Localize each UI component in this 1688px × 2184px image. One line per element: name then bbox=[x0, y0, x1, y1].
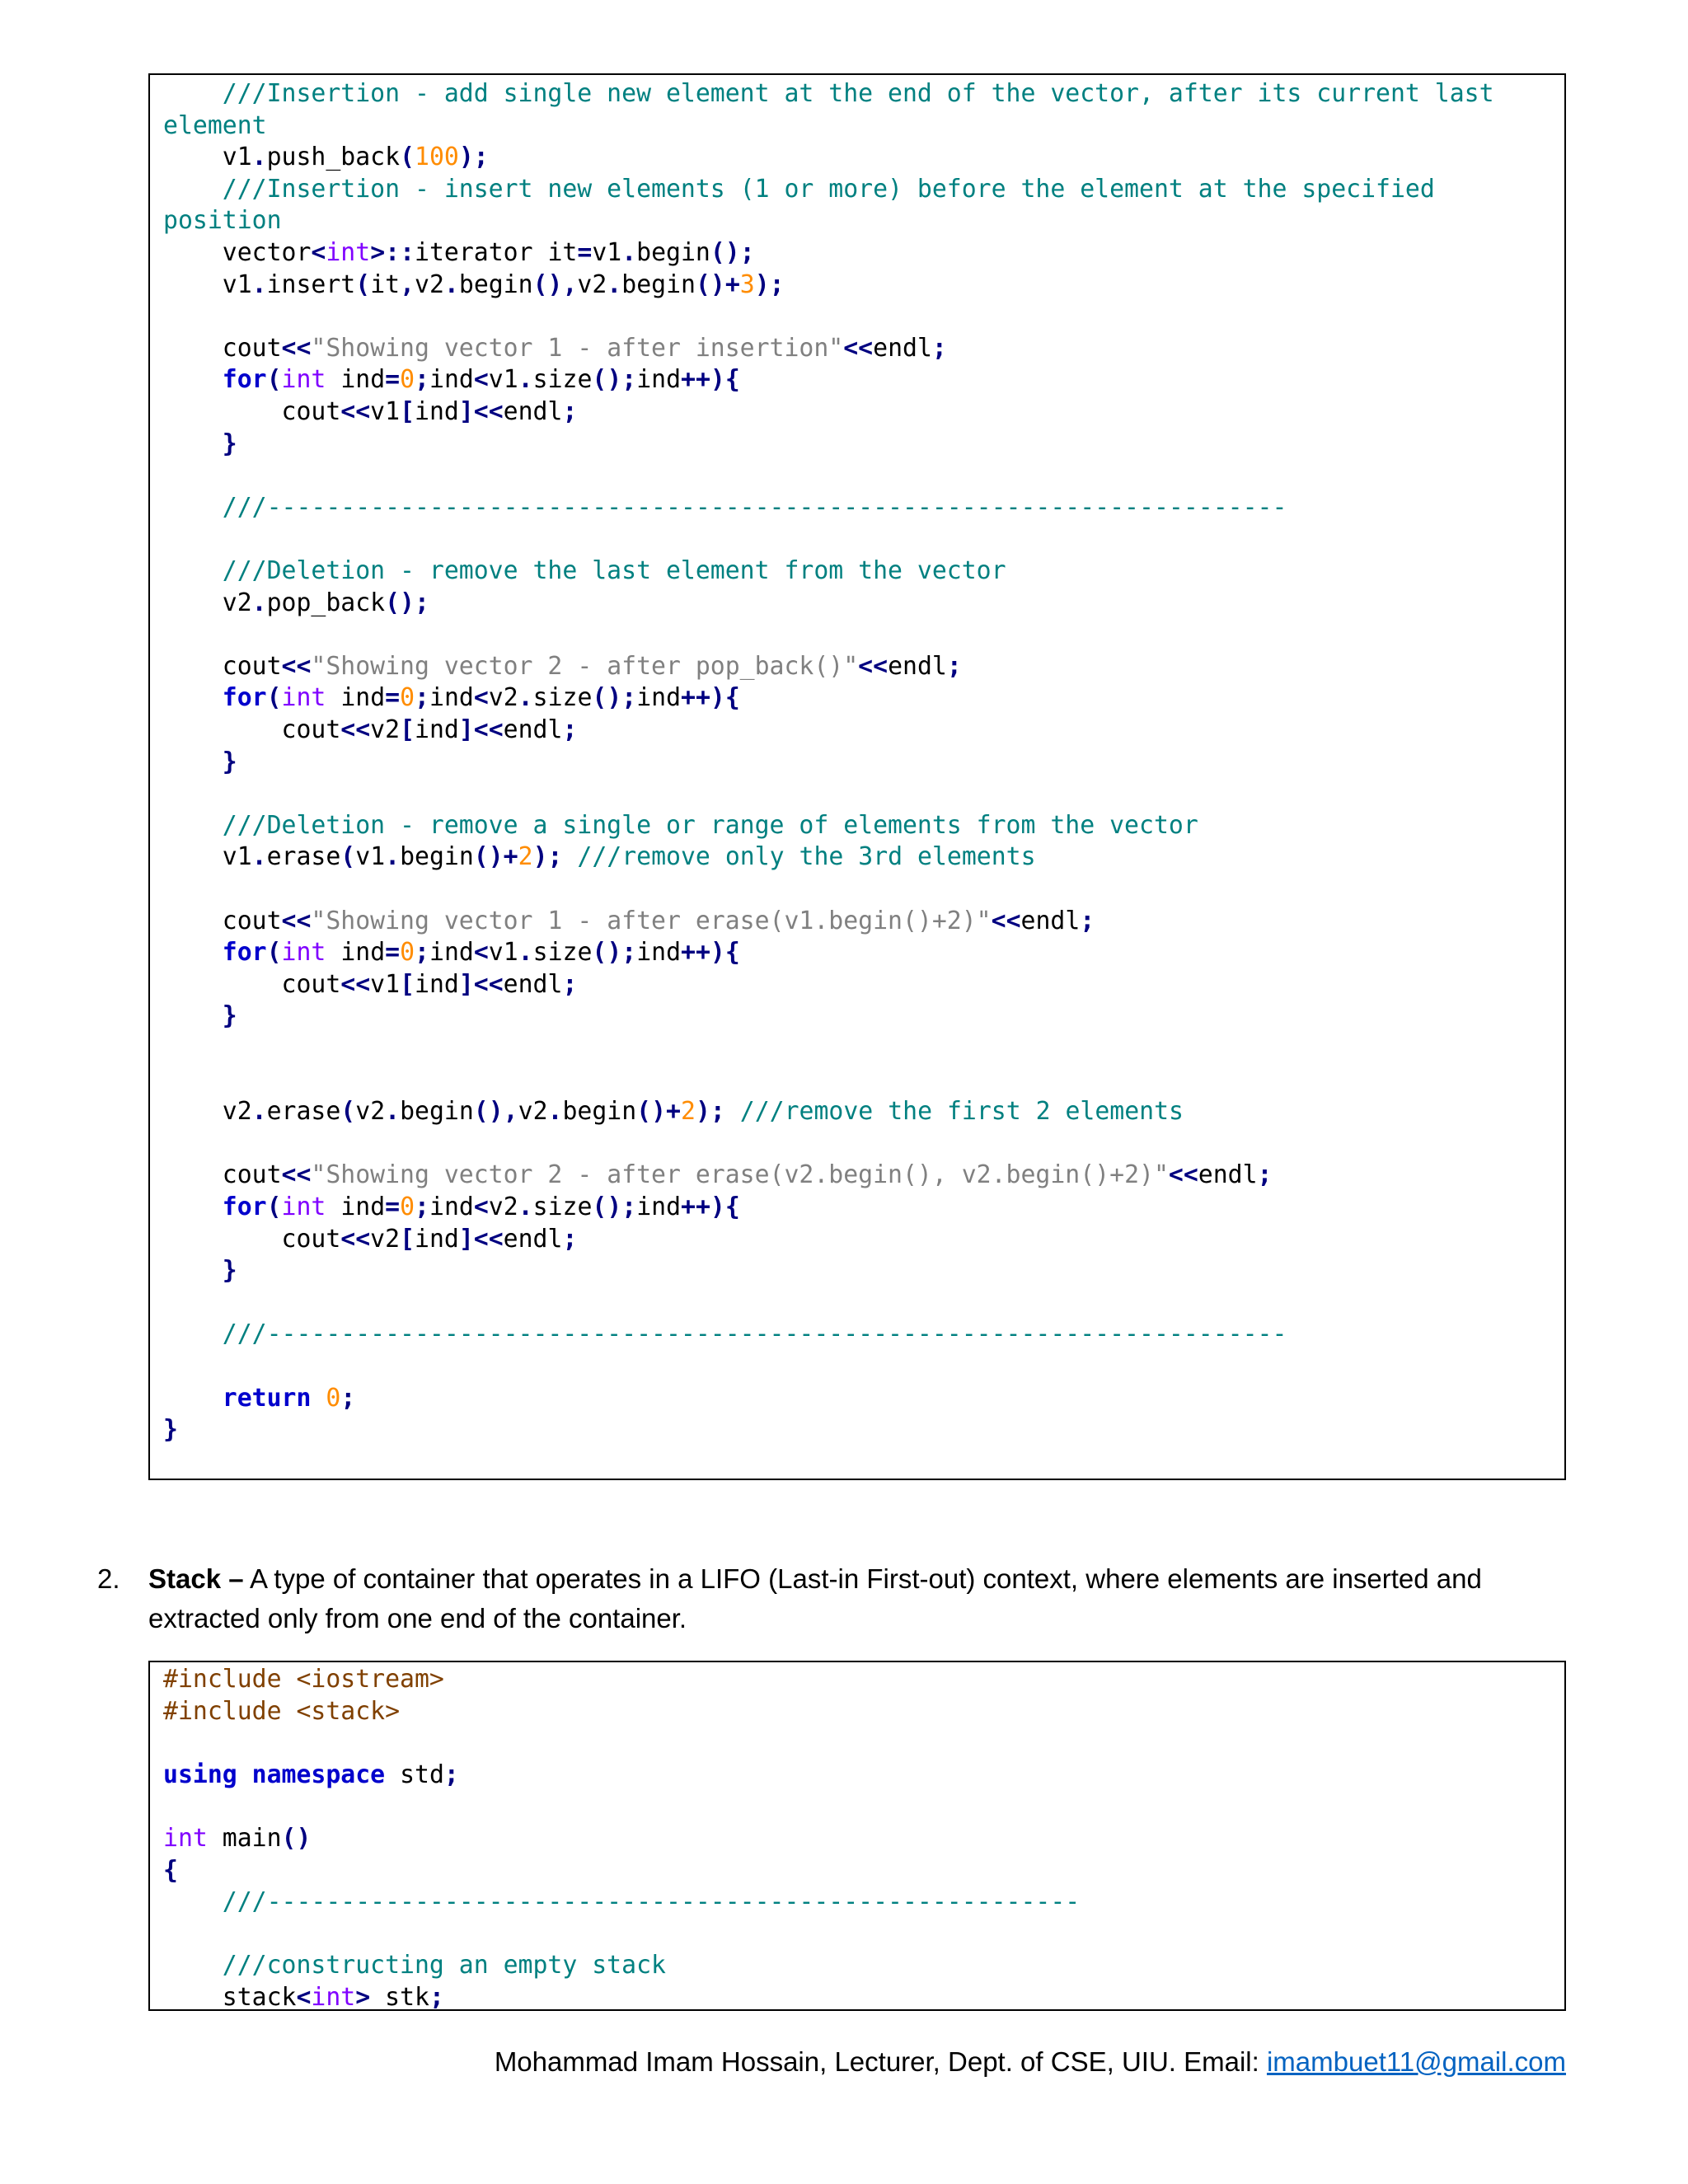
code-token: ]<< bbox=[458, 715, 504, 744]
code-token: "Showing vector 1 - after erase(v1.begin()+2)" bbox=[311, 906, 992, 935]
code-token: = bbox=[385, 365, 401, 395]
code-token: namespace bbox=[251, 1760, 386, 1789]
code-line bbox=[163, 841, 1036, 873]
code-token: int bbox=[311, 1983, 356, 2011]
code-token: using bbox=[163, 1760, 237, 1789]
code-token: < bbox=[296, 1983, 312, 2011]
code-line bbox=[163, 1192, 740, 1223]
code-token: int bbox=[281, 365, 326, 395]
code-token bbox=[163, 365, 223, 394]
code-token: (); bbox=[710, 238, 755, 267]
code-line bbox=[163, 1886, 1080, 1918]
code-token: ; bbox=[340, 1383, 356, 1413]
code-token: size bbox=[532, 365, 593, 395]
code-token: ///remove the first 2 elements bbox=[739, 1097, 1184, 1127]
code-token: ; bbox=[415, 683, 429, 713]
code-token: . bbox=[385, 1097, 401, 1127]
code-token: ///remove only the 3rd elements bbox=[577, 842, 1036, 872]
code-token: ; bbox=[1257, 1160, 1273, 1190]
code-token: cout bbox=[163, 906, 282, 935]
code-token: << bbox=[340, 715, 371, 744]
code-token: . bbox=[621, 238, 637, 267]
code-line bbox=[163, 1160, 1273, 1191]
code-token: . bbox=[518, 683, 533, 713]
code-line bbox=[163, 1414, 178, 1446]
code-line bbox=[163, 1351, 178, 1382]
code-token: cout bbox=[163, 969, 341, 999]
code-token bbox=[163, 1384, 223, 1413]
code-token bbox=[163, 1001, 223, 1030]
code-line bbox=[163, 174, 1435, 205]
code-token: ///Insertion - add single new element at the end of the vector, after its current last bbox=[222, 79, 1494, 108]
code-token bbox=[163, 683, 223, 712]
code-line bbox=[163, 1287, 178, 1319]
code-token: 2 bbox=[518, 842, 533, 872]
code-line bbox=[163, 906, 1095, 937]
code-token: endl bbox=[888, 651, 947, 681]
code-token: ind bbox=[429, 1193, 474, 1221]
code-token: (); bbox=[592, 1193, 637, 1221]
code-token: ( bbox=[340, 1097, 356, 1127]
code-token: ind bbox=[326, 365, 386, 395]
code-token: << bbox=[1168, 1160, 1198, 1190]
code-token bbox=[163, 1319, 223, 1348]
code-line bbox=[163, 1823, 311, 1854]
code-token: begin bbox=[458, 269, 533, 299]
code-token: 2 bbox=[681, 1097, 696, 1127]
code-token: main bbox=[207, 1824, 282, 1853]
code-token: ind bbox=[429, 683, 474, 713]
code-token: ///constructing an empty stack bbox=[222, 1951, 666, 1980]
code-token: . bbox=[518, 365, 533, 395]
code-token: ()+ bbox=[473, 842, 518, 872]
code-token: . bbox=[251, 269, 267, 299]
code-token: cout bbox=[163, 715, 341, 744]
code-token bbox=[163, 175, 223, 204]
code-token: . bbox=[385, 842, 401, 872]
code-token: ++){ bbox=[681, 683, 740, 713]
code-token: v1 bbox=[488, 938, 518, 968]
code-token: = bbox=[385, 1193, 401, 1221]
code-token: < bbox=[473, 1193, 489, 1221]
code-line bbox=[163, 523, 178, 555]
code-token: ind bbox=[429, 938, 474, 968]
code-line bbox=[163, 619, 178, 650]
code-token: ++){ bbox=[681, 365, 740, 395]
code-token: "Showing vector 1 - after insertion" bbox=[311, 333, 844, 363]
code-token: v2 bbox=[488, 683, 518, 713]
code-token: ]<< bbox=[458, 397, 504, 426]
code-line bbox=[163, 1919, 178, 1950]
code-line bbox=[163, 1096, 1184, 1127]
code-token: cout bbox=[163, 397, 341, 426]
code-token: v1 bbox=[163, 269, 252, 299]
code-line bbox=[163, 1950, 666, 1981]
code-token: ++){ bbox=[681, 938, 740, 968]
code-line bbox=[163, 333, 947, 364]
code-token: v1 bbox=[488, 365, 518, 395]
code-token: pop_back bbox=[266, 588, 386, 617]
code-token: ind bbox=[415, 397, 459, 426]
code-token: ind bbox=[636, 1193, 682, 1221]
code-token: v1 bbox=[370, 397, 401, 426]
code-token: cout bbox=[163, 333, 282, 363]
code-token: ; bbox=[1080, 906, 1095, 935]
code-line bbox=[163, 492, 1287, 523]
code-token: ///Deletion - remove a single or range of elements from the vector bbox=[222, 810, 1198, 840]
code-token: << bbox=[340, 1224, 371, 1254]
code-token: ; bbox=[429, 1983, 444, 2011]
code-token: { bbox=[163, 1855, 178, 1885]
code-token: ind bbox=[326, 1193, 386, 1221]
section-text-line2: extracted only from one end of the container. bbox=[148, 1603, 687, 1633]
code-line bbox=[163, 1001, 237, 1032]
section-title: Stack – bbox=[148, 1563, 244, 1594]
code-line bbox=[163, 555, 1006, 587]
code-token: < bbox=[311, 238, 326, 267]
code-line bbox=[163, 205, 282, 237]
code-token: . bbox=[518, 938, 533, 968]
code-token: for bbox=[222, 683, 267, 713]
code-token: } bbox=[163, 1415, 178, 1445]
code-token: insert bbox=[266, 269, 356, 299]
code-token: v2 bbox=[163, 1097, 252, 1127]
code-token: begin bbox=[400, 1097, 474, 1127]
code-token: int bbox=[281, 938, 326, 968]
code-token: ( bbox=[266, 1193, 282, 1221]
code-token: v2 bbox=[488, 1193, 518, 1221]
code-token: (); bbox=[592, 683, 637, 713]
code-block-stack bbox=[148, 1661, 1566, 2011]
code-line bbox=[163, 1319, 1287, 1350]
code-line bbox=[163, 1664, 444, 1695]
code-token: } bbox=[222, 747, 237, 776]
code-token: [ bbox=[400, 397, 415, 426]
code-token bbox=[163, 79, 223, 108]
code-token: size bbox=[532, 1193, 593, 1221]
code-token: v2 bbox=[370, 1224, 401, 1254]
code-token bbox=[163, 1256, 223, 1285]
code-token: v2 bbox=[163, 588, 252, 617]
code-token: 100 bbox=[415, 143, 459, 172]
code-token: ; bbox=[443, 1760, 459, 1789]
code-token: ind bbox=[636, 683, 682, 713]
code-line bbox=[163, 588, 429, 619]
code-token bbox=[311, 1384, 326, 1413]
code-token: . bbox=[251, 143, 267, 172]
code-token bbox=[163, 1951, 223, 1980]
code-token: ); bbox=[458, 143, 489, 172]
code-line bbox=[163, 810, 1198, 841]
code-token: ///Deletion - remove the last element from the vector bbox=[222, 556, 1006, 585]
code-token: ind bbox=[326, 683, 386, 713]
code-token: ; bbox=[415, 365, 429, 395]
code-line bbox=[163, 1255, 237, 1286]
code-token: ()+ bbox=[636, 1097, 681, 1127]
code-token: << bbox=[858, 651, 889, 681]
code-token: ind bbox=[415, 715, 459, 744]
code-token: ind bbox=[415, 1224, 459, 1254]
code-token: v2 bbox=[355, 1097, 386, 1127]
code-token: >:: bbox=[370, 238, 415, 267]
code-token: ///--------------------------------------------------------------------- bbox=[222, 492, 1287, 522]
code-line bbox=[163, 682, 740, 714]
code-line bbox=[163, 429, 237, 460]
code-token: ); bbox=[754, 269, 785, 299]
code-token: . bbox=[607, 269, 622, 299]
code-token: ( bbox=[266, 683, 282, 713]
code-token: "Showing vector 2 - after erase(v2.begin(), v2.begin()+2)" bbox=[311, 1160, 1169, 1190]
code-token: endl bbox=[503, 715, 563, 744]
code-token: ( bbox=[340, 842, 356, 872]
page-footer bbox=[495, 2042, 1566, 2082]
code-token: (); bbox=[592, 365, 637, 395]
code-token: << bbox=[340, 397, 371, 426]
code-token: . bbox=[251, 1097, 267, 1127]
code-line bbox=[163, 237, 755, 269]
code-token: size bbox=[532, 683, 593, 713]
code-token bbox=[237, 1760, 252, 1789]
code-token: 3 bbox=[739, 269, 755, 299]
code-token: v1 bbox=[163, 842, 252, 872]
code-token bbox=[562, 842, 577, 871]
code-token: ( bbox=[400, 143, 415, 172]
footer-author-text: Mohammad Imam Hossain, Lecturer, Dept. of CSE, UIU. Email: bbox=[494, 2046, 1267, 2077]
code-token: << bbox=[281, 906, 312, 935]
code-token: << bbox=[281, 1160, 312, 1190]
code-line bbox=[163, 715, 577, 746]
footer-email-link[interactable]: imambuet11@gmail.com bbox=[1266, 2046, 1566, 2077]
code-token: [ bbox=[400, 969, 415, 999]
code-token bbox=[163, 748, 223, 776]
code-line bbox=[163, 969, 577, 1001]
code-token: v2 bbox=[518, 1097, 548, 1127]
code-line bbox=[163, 1065, 178, 1096]
code-token: = bbox=[577, 238, 593, 267]
code-token: ///------------------------------------------------------- bbox=[222, 1887, 1081, 1917]
code-token: #include <stack> bbox=[163, 1696, 401, 1726]
code-token: endl bbox=[503, 397, 563, 426]
code-block-vector-operations bbox=[148, 73, 1566, 1480]
code-token: endl bbox=[873, 333, 932, 363]
code-token: ( bbox=[266, 365, 282, 395]
code-token: stack bbox=[163, 1983, 297, 2011]
code-token: , bbox=[400, 269, 415, 299]
code-token: cout bbox=[163, 651, 282, 681]
code-token bbox=[725, 1097, 740, 1126]
code-token bbox=[163, 1193, 223, 1221]
code-token: ; bbox=[562, 715, 578, 744]
code-token: < bbox=[473, 683, 489, 713]
code-token bbox=[163, 811, 223, 840]
code-token: ; bbox=[415, 1193, 429, 1221]
code-token: 0 bbox=[400, 683, 415, 713]
section-text-line1: A type of container that operates in a LIFO (Last-in First-out) context, where elements are inserted and bbox=[243, 1563, 1482, 1594]
code-token: 0 bbox=[326, 1383, 341, 1413]
code-token: begin bbox=[562, 1097, 637, 1127]
code-line bbox=[163, 1791, 178, 1822]
code-token: = bbox=[385, 938, 401, 968]
code-token: ; bbox=[946, 651, 962, 681]
code-token: ()+ bbox=[695, 269, 740, 299]
code-token: ); bbox=[695, 1097, 725, 1127]
code-token: endl bbox=[1020, 906, 1081, 935]
code-line bbox=[163, 937, 740, 968]
code-token: stk bbox=[385, 1983, 429, 2011]
code-token: position bbox=[163, 206, 282, 236]
code-token bbox=[163, 556, 223, 585]
code-token: [ bbox=[400, 715, 415, 744]
code-token: for bbox=[222, 938, 267, 968]
code-token: << bbox=[991, 906, 1021, 935]
code-line bbox=[163, 396, 577, 428]
section-number: 2. bbox=[97, 1563, 120, 1594]
code-token: v2 bbox=[370, 715, 401, 744]
code-token: [ bbox=[400, 1224, 415, 1254]
code-token: endl bbox=[503, 1224, 563, 1254]
code-token: int bbox=[163, 1824, 208, 1853]
code-token: . bbox=[251, 588, 267, 617]
code-token: push_back bbox=[266, 143, 401, 172]
code-token: 0 bbox=[400, 938, 415, 968]
code-line bbox=[163, 301, 178, 332]
code-token: ; bbox=[562, 969, 578, 999]
code-token: } bbox=[222, 1256, 237, 1286]
code-token: < bbox=[473, 938, 489, 968]
code-line bbox=[163, 364, 740, 396]
code-line bbox=[163, 1128, 178, 1160]
code-token: v1 bbox=[370, 969, 401, 999]
code-line bbox=[163, 651, 962, 682]
code-token bbox=[163, 493, 223, 522]
code-token: << bbox=[843, 333, 874, 363]
code-token: ; bbox=[562, 1224, 578, 1254]
code-line bbox=[163, 110, 267, 142]
code-token bbox=[163, 1887, 223, 1916]
code-token: 0 bbox=[400, 365, 415, 395]
code-token: ; bbox=[931, 333, 947, 363]
code-token: element bbox=[163, 110, 267, 140]
code-line bbox=[163, 460, 178, 491]
code-line bbox=[163, 1727, 178, 1759]
code-token: . bbox=[443, 269, 459, 299]
code-line bbox=[163, 78, 1494, 110]
code-token: ]<< bbox=[458, 1224, 504, 1254]
code-token: endl bbox=[503, 969, 563, 999]
code-token: . bbox=[251, 842, 267, 872]
code-token: ind bbox=[636, 365, 682, 395]
code-line bbox=[163, 1383, 355, 1414]
code-token: for bbox=[222, 1193, 267, 1221]
code-token: ++){ bbox=[681, 1193, 740, 1221]
code-token: v2 bbox=[577, 269, 607, 299]
code-token: . bbox=[518, 1193, 533, 1221]
code-token: v1 bbox=[163, 143, 252, 172]
code-token: > bbox=[355, 1983, 386, 2011]
code-token bbox=[163, 429, 223, 458]
code-token: ind bbox=[326, 938, 386, 968]
code-token: ind bbox=[636, 938, 682, 968]
code-token: int bbox=[326, 238, 371, 267]
code-token: ///--------------------------------------------------------------------- bbox=[222, 1319, 1287, 1349]
code-token: v1 bbox=[592, 238, 622, 267]
code-token: < bbox=[473, 365, 489, 395]
code-line bbox=[163, 1982, 444, 2011]
code-token: for bbox=[222, 365, 267, 395]
section-description bbox=[148, 1559, 1574, 1638]
code-token: () bbox=[281, 1824, 312, 1853]
code-token: erase bbox=[266, 842, 341, 872]
code-token: << bbox=[340, 969, 371, 999]
code-line bbox=[163, 747, 237, 778]
code-token: (); bbox=[592, 938, 637, 968]
code-token: } bbox=[222, 429, 237, 458]
code-token bbox=[163, 938, 223, 967]
code-line bbox=[163, 1696, 400, 1727]
code-token: 0 bbox=[400, 1193, 415, 1221]
code-token: ind bbox=[429, 365, 474, 395]
code-token: . bbox=[547, 1097, 563, 1127]
code-token: std bbox=[385, 1760, 444, 1789]
code-token: ; bbox=[415, 938, 429, 968]
code-token: #include <iostream> bbox=[163, 1665, 444, 1694]
code-token: vector bbox=[163, 238, 312, 267]
code-token: v1 bbox=[355, 842, 386, 872]
code-token: ; bbox=[562, 397, 578, 426]
code-token: ind bbox=[415, 969, 459, 999]
code-token: "Showing vector 2 - after pop_back()" bbox=[311, 651, 859, 681]
code-token: cout bbox=[163, 1224, 341, 1254]
code-token: } bbox=[222, 1001, 237, 1031]
code-token: it bbox=[370, 269, 401, 299]
code-token: ///Insertion - insert new elements (1 or more) before the element at the specified bbox=[222, 174, 1435, 204]
code-token: iterator it bbox=[415, 238, 578, 267]
code-token: ); bbox=[532, 842, 563, 872]
code-line bbox=[163, 778, 178, 809]
code-token: (); bbox=[385, 588, 429, 617]
code-token: size bbox=[532, 938, 593, 968]
code-token: return bbox=[222, 1383, 312, 1413]
code-line bbox=[163, 142, 489, 173]
code-token: begin bbox=[636, 238, 710, 267]
code-token: endl bbox=[1198, 1160, 1258, 1190]
code-line bbox=[163, 874, 178, 905]
code-line bbox=[163, 1760, 459, 1791]
code-line bbox=[163, 269, 785, 301]
code-token: ( bbox=[266, 938, 282, 968]
code-line bbox=[163, 1224, 577, 1255]
code-token: erase bbox=[266, 1097, 341, 1127]
code-token: int bbox=[281, 683, 326, 713]
code-line bbox=[163, 1855, 178, 1886]
code-token: ]<< bbox=[458, 969, 504, 999]
code-token: = bbox=[385, 683, 401, 713]
code-line bbox=[163, 1033, 178, 1064]
code-token: << bbox=[281, 651, 312, 681]
code-token: (), bbox=[473, 1097, 518, 1127]
code-token: cout bbox=[163, 1160, 282, 1190]
code-token: begin bbox=[621, 269, 696, 299]
code-token: ( bbox=[355, 269, 371, 299]
code-token: (), bbox=[532, 269, 578, 299]
code-token: int bbox=[281, 1193, 326, 1221]
code-token: << bbox=[281, 333, 312, 363]
code-token: begin bbox=[400, 842, 474, 872]
code-token: v2 bbox=[415, 269, 444, 299]
